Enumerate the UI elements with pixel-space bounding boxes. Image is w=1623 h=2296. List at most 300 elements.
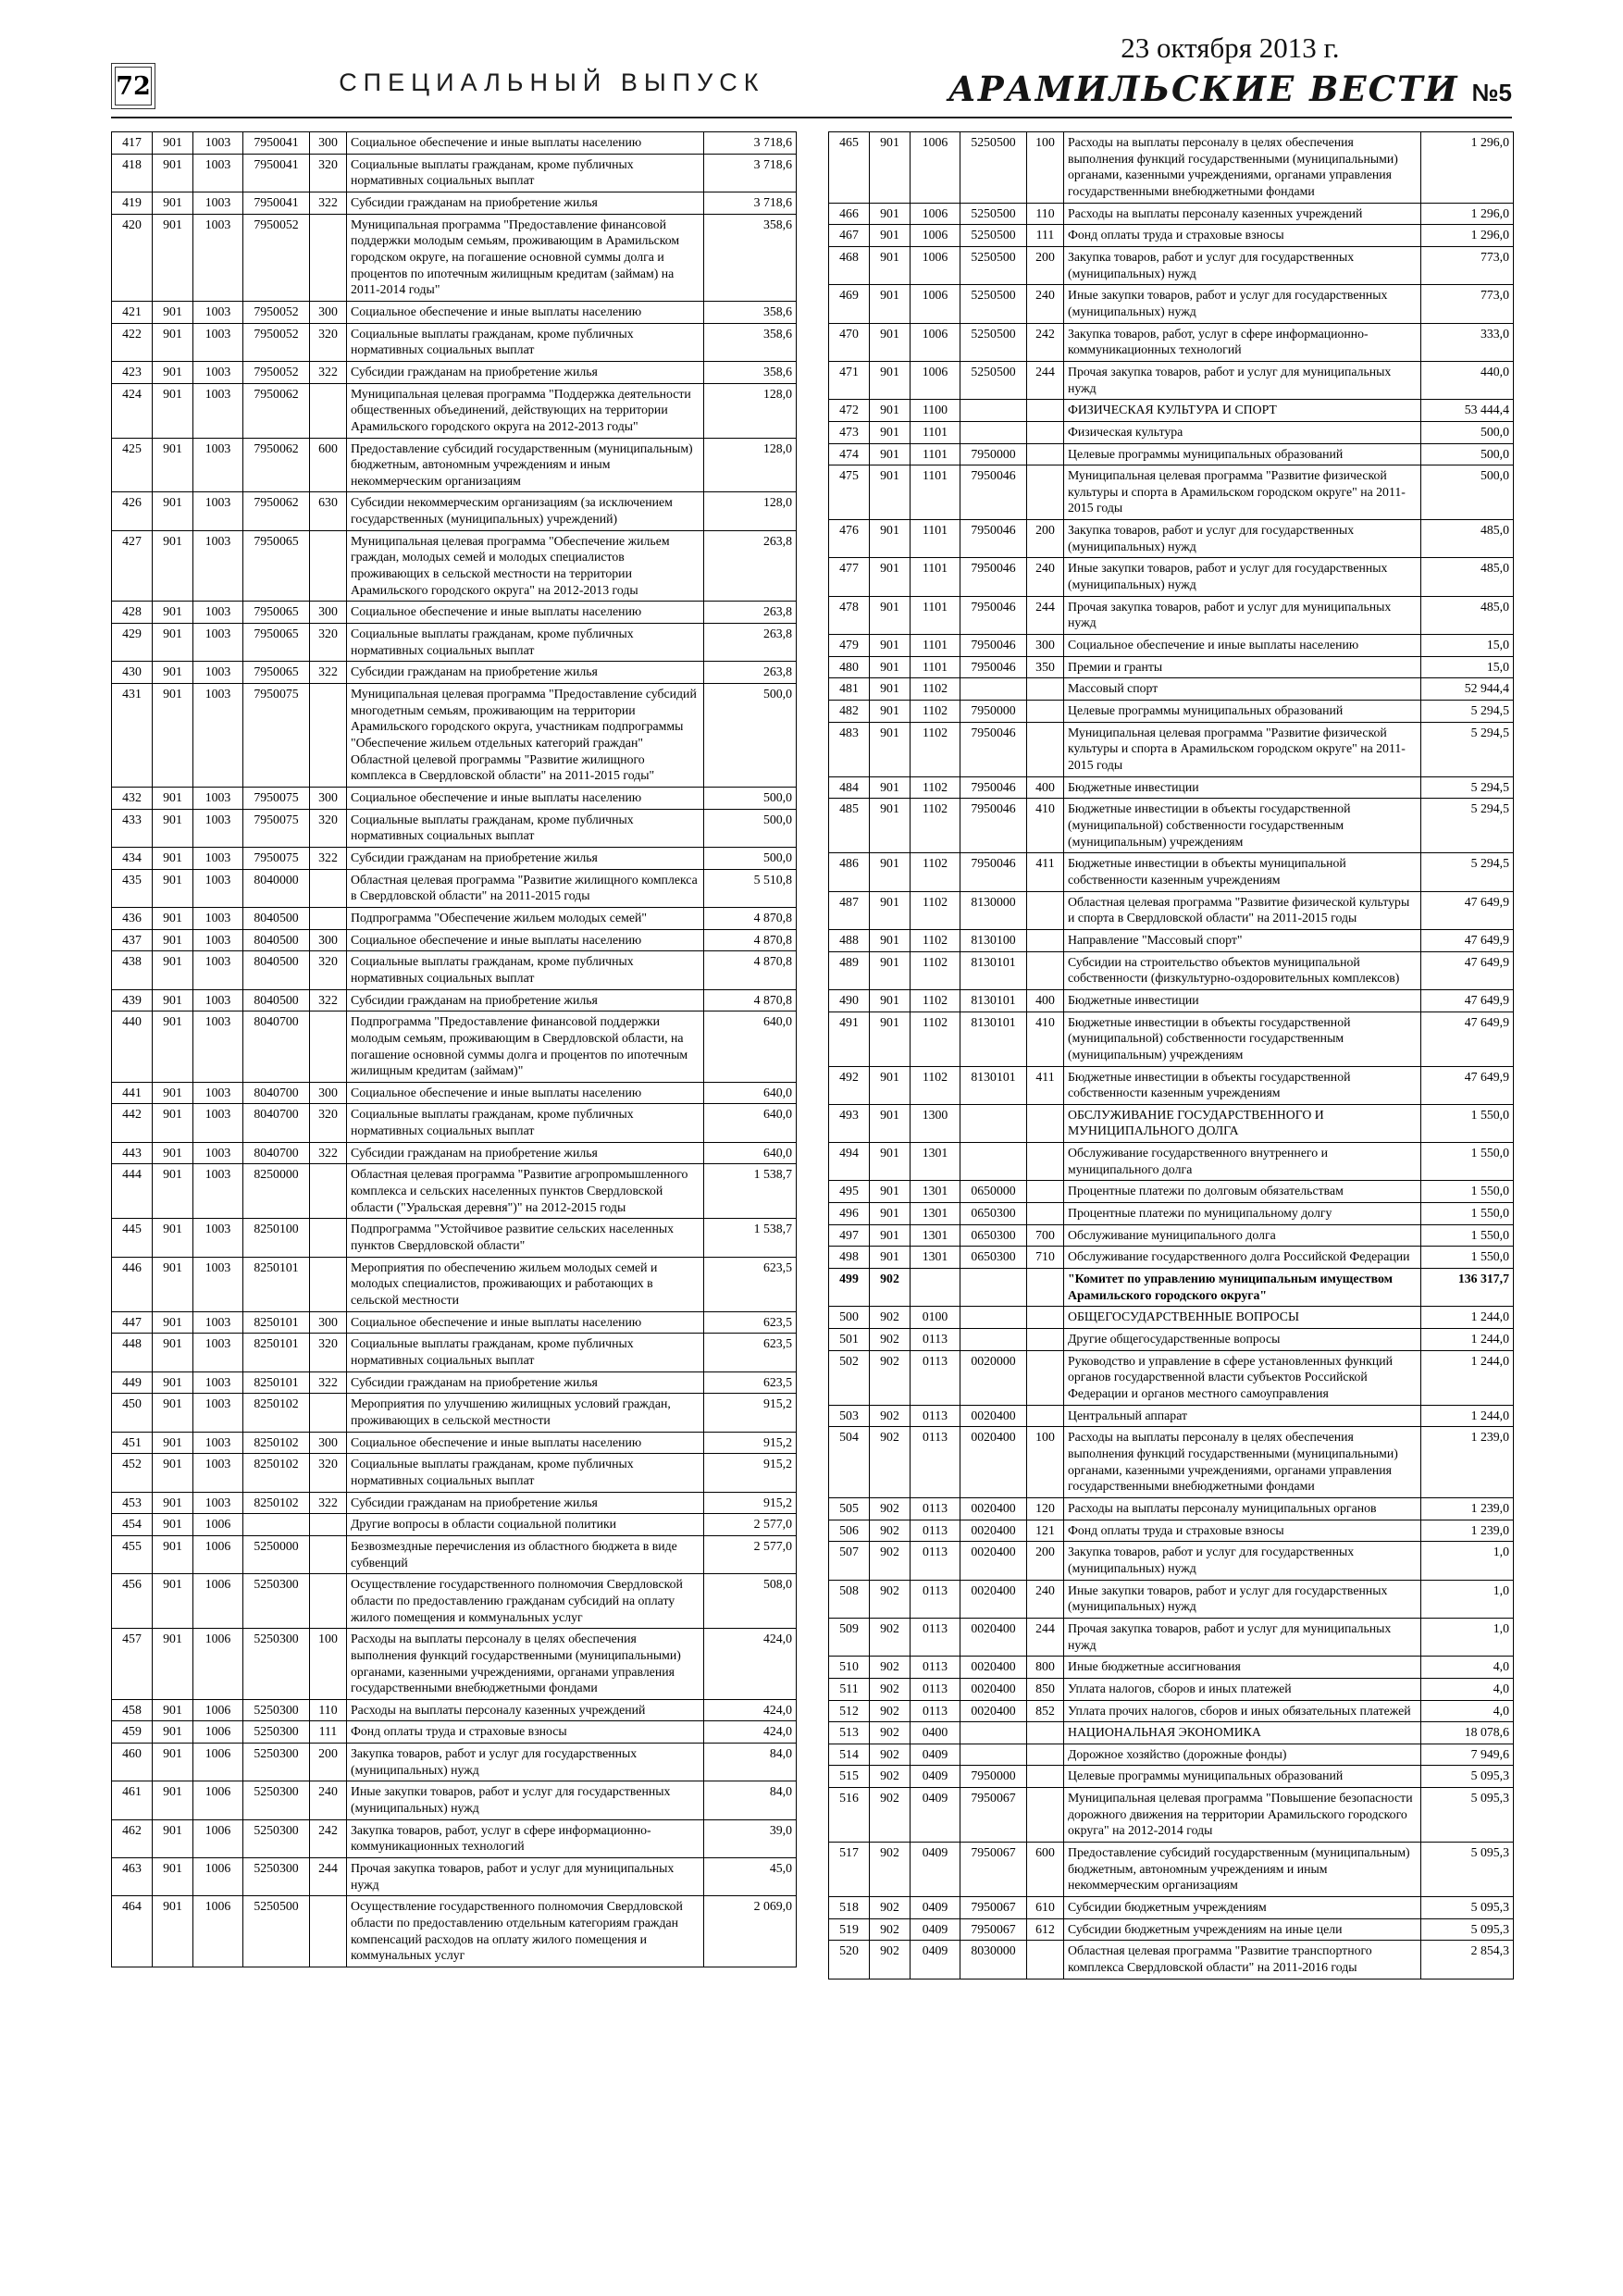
amount: 5 095,3 (1421, 1897, 1514, 1919)
budget-row (112, 847, 797, 869)
admin-code: 901 (153, 624, 193, 662)
target-article: 7950075 (243, 809, 310, 847)
expense-name: Целевые программы муниципальных образований (1064, 443, 1421, 465)
row-number: 511 (829, 1678, 870, 1700)
admin-code: 902 (870, 1497, 911, 1520)
row-number: 458 (112, 1699, 153, 1721)
expense-name: Субсидии гражданам на приобретение жилья (347, 361, 704, 383)
admin-code: 901 (870, 1224, 911, 1247)
expense-type (1027, 1307, 1064, 1329)
target-article: 7950075 (243, 684, 310, 788)
section-code: 1003 (193, 492, 243, 530)
admin-code: 902 (870, 1843, 911, 1897)
amount: 1 538,7 (704, 1164, 797, 1219)
expense-type (1027, 701, 1064, 723)
target-article: 0650300 (960, 1203, 1027, 1225)
target-article: 7950046 (960, 465, 1027, 520)
section-code: 1003 (193, 662, 243, 684)
expense-type (310, 1257, 347, 1311)
amount: 47 649,9 (1421, 989, 1514, 1011)
target-article: 0020400 (960, 1580, 1027, 1618)
expense-type: 300 (310, 602, 347, 624)
budget-row (829, 1143, 1514, 1181)
admin-code: 901 (153, 1896, 193, 1967)
section-code: 1003 (193, 1104, 243, 1142)
page-header (111, 31, 1512, 118)
budget-row (829, 132, 1514, 204)
section-code: 1003 (193, 1082, 243, 1104)
expense-type: 411 (1027, 853, 1064, 891)
amount: 263,8 (704, 662, 797, 684)
target-article: 8250102 (243, 1432, 310, 1454)
target-article: 5250300 (243, 1574, 310, 1629)
amount: 500,0 (1421, 443, 1514, 465)
row-number: 515 (829, 1766, 870, 1788)
row-number: 463 (112, 1858, 153, 1896)
section-code: 1003 (193, 1492, 243, 1514)
expense-name: Осуществление государственного полномочия Свердловской области по предоставлению отдельным категориям граждан компенсаций расходов на оплату жилого помещения и коммунальных услуг (347, 1896, 704, 1967)
expense-type: 100 (310, 1629, 347, 1700)
section-code: 1006 (193, 1744, 243, 1781)
admin-code: 901 (153, 530, 193, 602)
expense-name: Обслуживание государственного внутреннего и муниципального долга (1064, 1143, 1421, 1181)
target-article: 7950052 (243, 301, 310, 323)
target-article: 0020400 (960, 1497, 1027, 1520)
section-code: 1006 (911, 225, 960, 247)
expense-type: 200 (1027, 520, 1064, 558)
budget-row (112, 301, 797, 323)
section-code: 1003 (193, 1394, 243, 1432)
section-code: 1003 (193, 929, 243, 951)
expense-name: Бюджетные инвестиции (1064, 989, 1421, 1011)
amount: 4 870,8 (704, 951, 797, 989)
admin-code: 901 (870, 656, 911, 678)
section-code: 1003 (193, 301, 243, 323)
amount: 500,0 (704, 684, 797, 788)
row-number: 464 (112, 1896, 153, 1967)
amount: 915,2 (704, 1394, 797, 1432)
expense-name: Бюджетные инвестиции в объекты государственной (муниципальной) собственности государственным (муниципальным) учреждениям (1064, 1011, 1421, 1066)
admin-code: 901 (153, 214, 193, 301)
amount: 1 296,0 (1421, 203, 1514, 225)
amount: 5 294,5 (1421, 776, 1514, 799)
section-code: 1102 (911, 799, 960, 853)
section-code: 1003 (193, 1011, 243, 1083)
row-number: 437 (112, 929, 153, 951)
row-number: 439 (112, 989, 153, 1011)
expense-name: Субсидии гражданам на приобретение жилья (347, 989, 704, 1011)
expense-name: Обслуживание муниципального долга (1064, 1224, 1421, 1247)
admin-code: 902 (870, 1766, 911, 1788)
section-code: 1301 (911, 1181, 960, 1203)
admin-code: 901 (153, 1371, 193, 1394)
admin-code: 901 (153, 989, 193, 1011)
expense-name: Бюджетные инвестиции в объекты государственной (муниципальной) собственности государственным (муниципальным) учреждениям (1064, 799, 1421, 853)
target-article: 8250101 (243, 1334, 310, 1371)
section-code: 1006 (911, 361, 960, 399)
target-article: 5250300 (243, 1629, 310, 1700)
admin-code: 901 (870, 596, 911, 634)
row-number: 436 (112, 907, 153, 929)
budget-row (829, 1520, 1514, 1542)
row-number: 484 (829, 776, 870, 799)
budget-row (112, 602, 797, 624)
admin-code: 901 (153, 1311, 193, 1334)
row-number: 479 (829, 635, 870, 657)
row-number: 451 (112, 1432, 153, 1454)
amount: 915,2 (704, 1492, 797, 1514)
expense-name: Иные закупки товаров, работ и услуг для государственных (муниципальных) нужд (1064, 558, 1421, 596)
admin-code: 901 (153, 438, 193, 492)
budget-row (112, 684, 797, 788)
section-code: 1101 (911, 558, 960, 596)
section-code: 1006 (911, 246, 960, 284)
admin-code: 901 (870, 1203, 911, 1225)
row-number: 501 (829, 1329, 870, 1351)
row-number: 467 (829, 225, 870, 247)
target-article: 7950065 (243, 602, 310, 624)
budget-row (829, 1405, 1514, 1427)
admin-code: 901 (153, 361, 193, 383)
expense-name: Субсидии гражданам на приобретение жилья (347, 1492, 704, 1514)
expense-name: Социальное обеспечение и иные выплаты населению (347, 1432, 704, 1454)
amount: 45,0 (704, 1858, 797, 1896)
section-code: 1003 (193, 989, 243, 1011)
row-number: 460 (112, 1744, 153, 1781)
expense-type (310, 907, 347, 929)
target-article: 7950067 (960, 1918, 1027, 1941)
row-number: 440 (112, 1011, 153, 1083)
amount: 500,0 (1421, 465, 1514, 520)
row-number: 510 (829, 1657, 870, 1679)
amount: 2 577,0 (704, 1535, 797, 1573)
amount: 333,0 (1421, 323, 1514, 361)
budget-row (829, 1941, 1514, 1979)
row-number: 480 (829, 656, 870, 678)
target-article: 7950046 (960, 520, 1027, 558)
expense-name: Социальные выплаты гражданам, кроме публичных нормативных социальных выплат (347, 154, 704, 192)
section-code: 1003 (193, 1257, 243, 1311)
row-number: 470 (829, 323, 870, 361)
row-number: 507 (829, 1542, 870, 1580)
expense-name: Закупка товаров, работ и услуг для государственных (муниципальных) нужд (1064, 520, 1421, 558)
expense-name: Процентные платежи по муниципальному долгу (1064, 1203, 1421, 1225)
amount: 4,0 (1421, 1678, 1514, 1700)
amount: 47 649,9 (1421, 951, 1514, 989)
row-number: 449 (112, 1371, 153, 1394)
expense-type: 411 (1027, 1066, 1064, 1104)
target-article: 8250102 (243, 1394, 310, 1432)
admin-code: 901 (870, 776, 911, 799)
admin-code: 901 (153, 1104, 193, 1142)
row-number: 459 (112, 1721, 153, 1744)
amount: 1 239,0 (1421, 1497, 1514, 1520)
section-code: 1003 (193, 192, 243, 214)
target-article: 7950000 (960, 443, 1027, 465)
expense-name: Иные бюджетные ассигнования (1064, 1657, 1421, 1679)
section-code: 0113 (911, 1700, 960, 1722)
expense-name: Субсидии бюджетным учреждениям (1064, 1897, 1421, 1919)
budget-table-left (111, 131, 797, 1967)
budget-row (829, 989, 1514, 1011)
expense-type (1027, 951, 1064, 989)
budget-row (829, 1580, 1514, 1618)
expense-name: Социальное обеспечение и иные выплаты населению (347, 602, 704, 624)
amount: 1 550,0 (1421, 1224, 1514, 1247)
row-number: 508 (829, 1580, 870, 1618)
target-article: 7950065 (243, 530, 310, 602)
target-article: 5250500 (960, 323, 1027, 361)
section-code: 1006 (911, 203, 960, 225)
section-code: 1101 (911, 596, 960, 634)
amount: 500,0 (704, 847, 797, 869)
expense-type: 322 (310, 192, 347, 214)
expense-name: Субсидии гражданам на приобретение жилья (347, 662, 704, 684)
section-code: 1003 (193, 684, 243, 788)
amount: 15,0 (1421, 635, 1514, 657)
expense-type (1027, 1350, 1064, 1405)
budget-row (112, 132, 797, 155)
expense-type: 400 (1027, 989, 1064, 1011)
amount: 128,0 (704, 383, 797, 438)
section-code: 1006 (193, 1574, 243, 1629)
amount: 5 095,3 (1421, 1843, 1514, 1897)
admin-code: 901 (153, 1514, 193, 1536)
amount: 15,0 (1421, 656, 1514, 678)
target-article: 8250101 (243, 1311, 310, 1334)
budget-row (112, 662, 797, 684)
admin-code: 902 (870, 1722, 911, 1744)
budget-row (829, 701, 1514, 723)
target-article: 0020400 (960, 1678, 1027, 1700)
admin-code: 902 (870, 1542, 911, 1580)
section-code: 1003 (193, 1432, 243, 1454)
expense-type: 612 (1027, 1918, 1064, 1941)
section-code: 0113 (911, 1329, 960, 1351)
target-article: 5250500 (960, 132, 1027, 204)
admin-code: 901 (153, 1858, 193, 1896)
row-number: 478 (829, 596, 870, 634)
expense-name: Расходы на выплаты персоналу в целях обеспечения выполнения функций государственными (муниципальными) органами, казенными учреждениями, органами управления государственными внебюджетными фондами (1064, 132, 1421, 204)
section-code: 1006 (193, 1781, 243, 1819)
target-article (960, 1269, 1027, 1307)
section-code: 1003 (193, 847, 243, 869)
expense-name: Закупка товаров, работ, услуг в сфере информационно-коммуникационных технологий (347, 1819, 704, 1857)
budget-row (112, 492, 797, 530)
expense-type: 320 (310, 951, 347, 989)
section-code: 1102 (911, 678, 960, 701)
expense-type: 600 (310, 438, 347, 492)
budget-row (112, 1011, 797, 1083)
section-code: 1102 (911, 776, 960, 799)
amount: 1 296,0 (1421, 225, 1514, 247)
admin-code: 901 (153, 132, 193, 155)
expense-name: Расходы на выплаты персоналу казенных учреждений (347, 1699, 704, 1721)
expense-type: 850 (1027, 1678, 1064, 1700)
expense-type: 200 (1027, 246, 1064, 284)
row-number: 504 (829, 1427, 870, 1498)
budget-row (112, 1142, 797, 1164)
budget-row (829, 853, 1514, 891)
target-article: 7950000 (960, 701, 1027, 723)
admin-code: 901 (153, 323, 193, 361)
budget-row (829, 421, 1514, 443)
budget-row (829, 1307, 1514, 1329)
target-article (960, 1307, 1027, 1329)
admin-code: 901 (153, 1164, 193, 1219)
row-number: 462 (112, 1819, 153, 1857)
budget-row (829, 1497, 1514, 1520)
row-number: 432 (112, 787, 153, 809)
row-number: 499 (829, 1269, 870, 1307)
section-code: 1003 (193, 438, 243, 492)
section-code: 0409 (911, 1941, 960, 1979)
expense-type: 244 (1027, 596, 1064, 634)
section-code: 1003 (193, 907, 243, 929)
amount: 3 718,6 (704, 154, 797, 192)
amount: 623,5 (704, 1257, 797, 1311)
expense-name: Бюджетные инвестиции в объекты государственной собственности казенным учреждениям (1064, 1066, 1421, 1104)
expense-type: 600 (1027, 1843, 1064, 1897)
expense-name: Прочая закупка товаров, работ и услуг для муниципальных нужд (1064, 1618, 1421, 1656)
expense-type: 110 (310, 1699, 347, 1721)
target-article: 7950065 (243, 662, 310, 684)
amount: 5 510,8 (704, 869, 797, 907)
expense-type: 240 (1027, 285, 1064, 323)
budget-row (112, 1721, 797, 1744)
budget-row (112, 989, 797, 1011)
admin-code: 901 (153, 154, 193, 192)
row-number: 430 (112, 662, 153, 684)
expense-name: Подпрограмма "Устойчивое развитие сельских населенных пунктов Свердловской области" (347, 1219, 704, 1257)
amount: 128,0 (704, 438, 797, 492)
budget-row (829, 891, 1514, 929)
expense-type: 320 (310, 323, 347, 361)
budget-row (112, 1574, 797, 1629)
budget-row (112, 907, 797, 929)
target-article (960, 678, 1027, 701)
expense-type: 200 (310, 1744, 347, 1781)
expense-type: 300 (310, 787, 347, 809)
section-code: 1101 (911, 443, 960, 465)
masthead: АРАМИЛЬСКИЕ ВЕСТИ (948, 68, 1459, 109)
row-number: 418 (112, 154, 153, 192)
page-number: 72 (116, 71, 151, 101)
expense-type (310, 1574, 347, 1629)
admin-code: 901 (153, 1629, 193, 1700)
amount: 1 550,0 (1421, 1143, 1514, 1181)
budget-row (112, 1858, 797, 1896)
target-article: 7950067 (960, 1788, 1027, 1843)
expense-type: 300 (310, 1082, 347, 1104)
row-number: 438 (112, 951, 153, 989)
budget-row (112, 323, 797, 361)
amount: 358,6 (704, 301, 797, 323)
amount: 5 095,3 (1421, 1766, 1514, 1788)
expense-name: "Комитет по управлению муниципальным имуществом Арамильского городского округа" (1064, 1269, 1421, 1307)
amount: 2 854,3 (1421, 1941, 1514, 1979)
expense-name: Направление "Массовый спорт" (1064, 929, 1421, 951)
expense-type (1027, 678, 1064, 701)
amount: 500,0 (1421, 421, 1514, 443)
section-code: 1003 (193, 809, 243, 847)
row-number: 517 (829, 1843, 870, 1897)
row-number: 473 (829, 421, 870, 443)
expense-type: 350 (1027, 656, 1064, 678)
section-code: 0409 (911, 1788, 960, 1843)
amount: 1,0 (1421, 1542, 1514, 1580)
admin-code: 901 (870, 951, 911, 989)
budget-row (829, 1181, 1514, 1203)
budget-row (829, 799, 1514, 853)
admin-code: 901 (870, 1247, 911, 1269)
budget-row (112, 1781, 797, 1819)
row-number: 469 (829, 285, 870, 323)
section-code: 1102 (911, 853, 960, 891)
section-code: 1006 (193, 1858, 243, 1896)
budget-row (829, 1329, 1514, 1351)
amount: 424,0 (704, 1629, 797, 1700)
budget-row (112, 1219, 797, 1257)
amount: 3 718,6 (704, 192, 797, 214)
row-number: 482 (829, 701, 870, 723)
admin-code: 901 (870, 132, 911, 204)
budget-row (112, 809, 797, 847)
admin-code: 901 (153, 684, 193, 788)
target-article (960, 400, 1027, 422)
table-columns (111, 131, 1512, 1980)
row-number: 435 (112, 869, 153, 907)
amount: 7 949,6 (1421, 1744, 1514, 1766)
expense-name: Областная целевая программа "Развитие транспортного комплекса Свердловской области" на 2011-2016 годы (1064, 1941, 1421, 1979)
target-article: 5250300 (243, 1819, 310, 1857)
section-code: 1003 (193, 951, 243, 989)
target-article: 8130101 (960, 1011, 1027, 1066)
target-article: 8040500 (243, 907, 310, 929)
amount: 623,5 (704, 1311, 797, 1334)
row-number: 425 (112, 438, 153, 492)
row-number: 456 (112, 1574, 153, 1629)
row-number: 465 (829, 132, 870, 204)
expense-name: Муниципальная целевая программа "Развитие физической культуры и спорта в Арамильском городском округе" на 2011-2015 годы (1064, 465, 1421, 520)
row-number: 468 (829, 246, 870, 284)
row-number: 474 (829, 443, 870, 465)
section-code: 1006 (193, 1896, 243, 1967)
target-article: 7950062 (243, 383, 310, 438)
budget-row (829, 1350, 1514, 1405)
target-article: 5250300 (243, 1721, 310, 1744)
amount: 4 870,8 (704, 989, 797, 1011)
expense-name: Областная целевая программа "Развитие агропромышленного комплекса и сельских населенных пунктов Свердловской области ("Уральская деревня")" на 2012-2015 годы (347, 1164, 704, 1219)
section-code: 0113 (911, 1350, 960, 1405)
section-code: 1100 (911, 400, 960, 422)
budget-row (829, 1678, 1514, 1700)
budget-row (829, 361, 1514, 399)
expense-name: Другие общегосударственные вопросы (1064, 1329, 1421, 1351)
target-article: 8040000 (243, 869, 310, 907)
amount: 5 294,5 (1421, 853, 1514, 891)
admin-code: 901 (153, 383, 193, 438)
amount: 47 649,9 (1421, 1011, 1514, 1066)
budget-row (112, 1535, 797, 1573)
expense-type (1027, 1329, 1064, 1351)
expense-name: Предоставление субсидий государственным (муниципальным) бюджетным, автономным учреждениям и иным некоммерческим организациям (347, 438, 704, 492)
section-code: 1003 (193, 624, 243, 662)
expense-name: Субсидии бюджетным учреждениям на иные цели (1064, 1918, 1421, 1941)
expense-type: 630 (310, 492, 347, 530)
target-article: 7950052 (243, 214, 310, 301)
amount: 5 294,5 (1421, 701, 1514, 723)
